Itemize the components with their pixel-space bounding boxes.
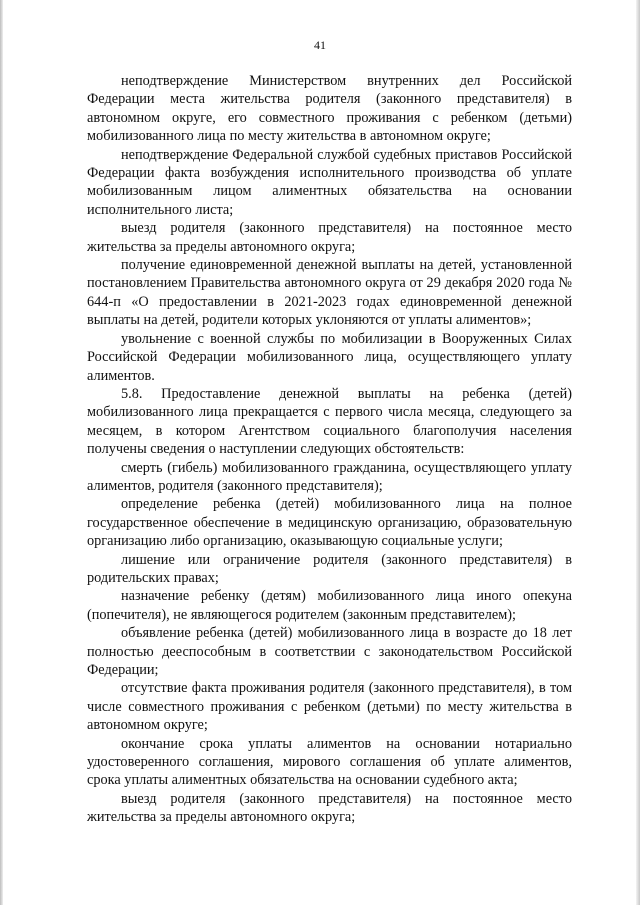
document-body (87, 72, 572, 827)
paragraph: окончание срока уплаты алиментов на основании нотариально удостоверенного соглашения, мирового соглашения об уплате алиментов, срока уплаты алиментных обязательства на основании судебного акта; (87, 735, 572, 789)
scan-right-edge (636, 0, 640, 905)
paragraph: увольнение с военной службы по мобилизации в Вооруженных Силах Российской Федерации мобилизованного лица, осуществляющего уплату алиментов. (87, 330, 572, 384)
paragraph: выезд родителя (законного представителя) на постоянное место жительства за пределы автономного округа; (87, 790, 572, 826)
paragraph: определение ребенка (детей) мобилизованного лица на полное государственное обеспечение в медицинскую организацию, образовательную организацию либо организацию, оказывающую социальные услуги; (87, 496, 572, 550)
paragraph: отсутствие факта проживания родителя (законного представителя), в том числе совместного проживания с ребенком (детьми) по месту жительства в автономном округе; (87, 680, 572, 734)
paragraph: 5.8. Предоставление денежной выплаты на ребенка (детей) мобилизованного лица прекращается с первого числа месяца, следующего за месяцем, в котором Агентством социального благополучия населения получены сведения о наступлении следующих обстоятельств: (87, 385, 572, 458)
paragraph: получение единовременной денежной выплаты на детей, установленной постановлением Правительства автономного округа от 29 декабря 2020 года № 644-п «О предоставлении в 2021-2023 годах единовременной денежной выплаты на детей, родители которых уклоняются от уплаты алиментов»; (87, 257, 572, 329)
paragraph: объявление ребенка (детей) мобилизованного лица в возрасте до 18 лет полностью дееспособным в соответствии с законодательством Российской Федерации; (87, 625, 572, 678)
paragraph: смерть (гибель) мобилизованного гражданина, осуществляющего уплату алиментов, родителя (законного представителя); (87, 459, 572, 494)
paragraph: выезд родителя (законного представителя) на постоянное место жительства за пределы автономного округа; (87, 220, 572, 255)
paragraph: лишение или ограничение родителя (законного представителя) в родительских правах; (87, 551, 572, 586)
paragraph: назначение ребенку (детям) мобилизованного лица иного опекуна (попечителя), не являющегося родителем (законным представителем); (87, 588, 572, 623)
page-number: 41 (314, 38, 326, 52)
scan-left-edge (0, 0, 3, 905)
paragraph: неподтверждение Федеральной службой судебных приставов Российской Федерации факта возбуждения исполнительного производства об уплате мобилизованным лицом алиментных обязательства на основании исполнительного листа; (87, 146, 572, 218)
paragraph: неподтверждение Министерством внутренних дел Российской Федерации места жительства родителя (законного представителя) в автономном округе, его совместного проживания с ребенком (детьми) мобилизованного лица по месту жительства в автономном округе; (87, 73, 572, 145)
